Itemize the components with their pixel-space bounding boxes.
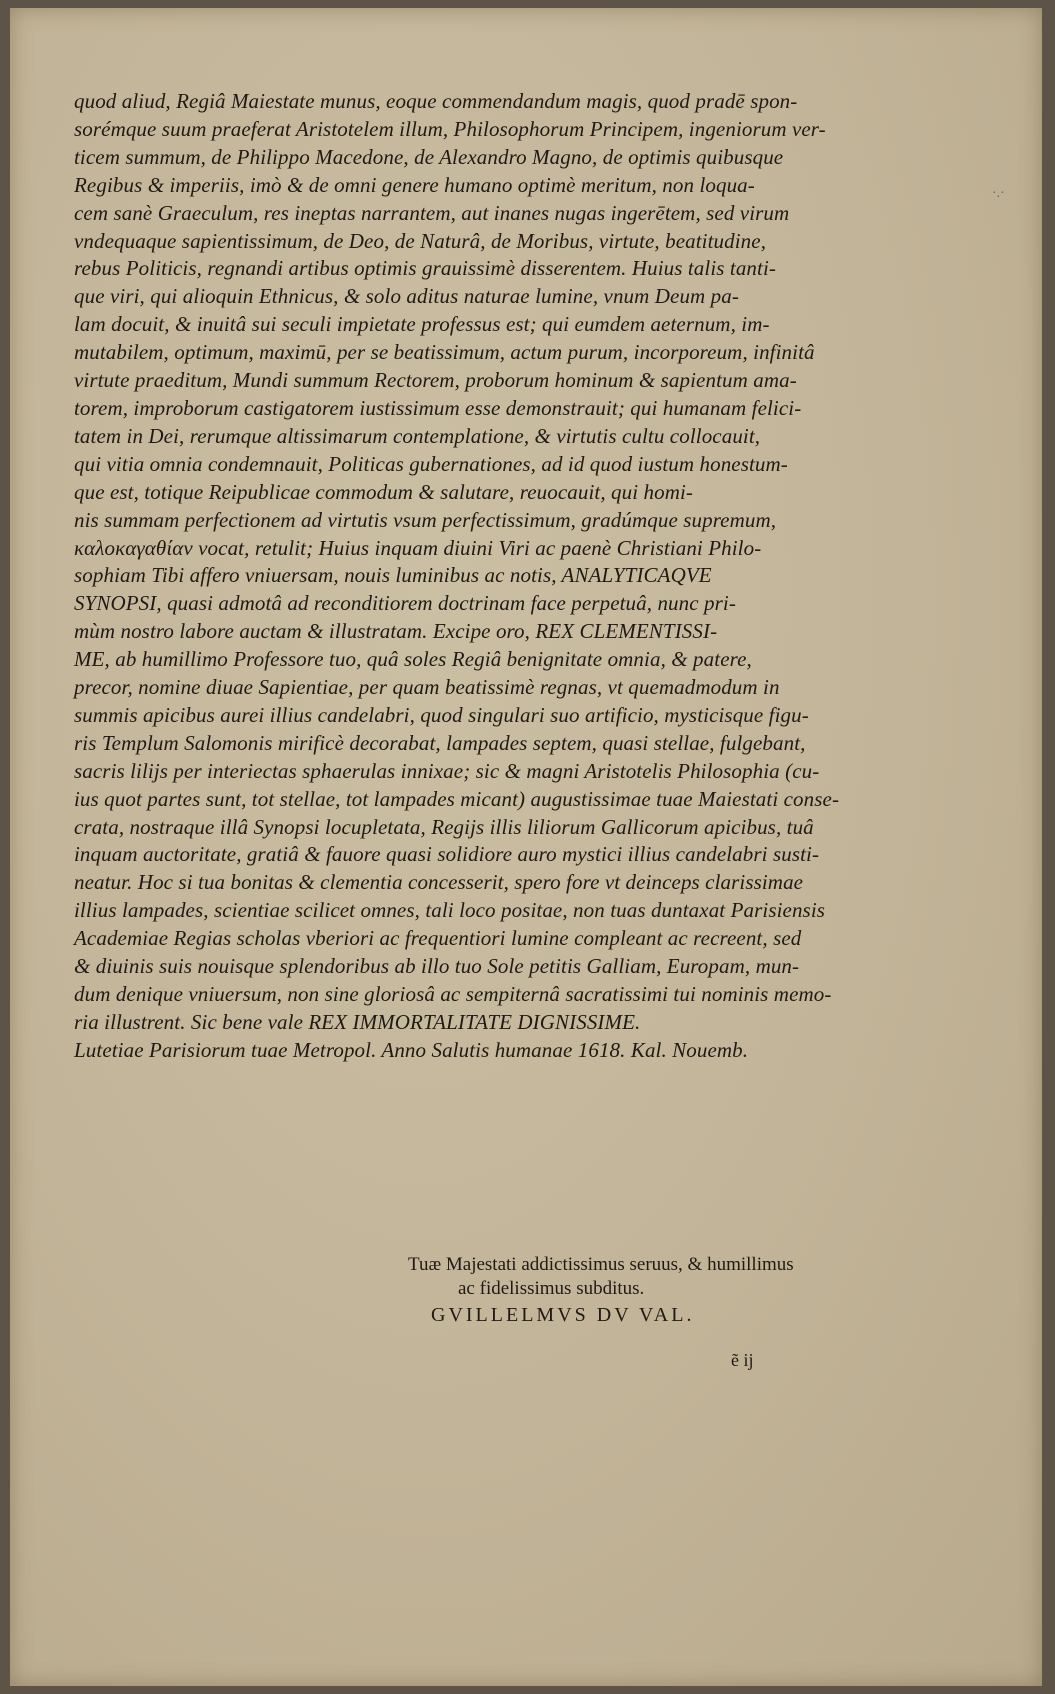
text-line: SYNOPSI, quasi admotâ ad reconditiorem doctrinam face perpetuâ, nunc pri- [74,591,736,616]
text-line: Academiae Regias scholas vberiori ac frequentiori lumine compleant ac recreent, sed [74,926,802,951]
text-line: ius quot partes sunt, tot stellae, tot lampades micant) augustissimae tuae Maiestati conse- [74,786,840,811]
text-line: mutabilem, optimum, maximū, per se beatissimum, actum purum, incorporeum, infinitâ [74,340,815,365]
text-line: torem, improborum castigatorem iustissimum esse demonstrauit; qui humanam felici- [74,395,802,420]
text-line: virtute praeditum, Mundi summum Rectorem, proborum hominum & sapientum ama- [74,368,797,393]
text-line: cem sanè Graeculum, res ineptas narrantem, aut inanes nugas ingerētem, sed virum [74,200,790,225]
text-line: illius lampades, scientiae scilicet omnes, tali loco positae, non tuas duntaxat Parisiensis [74,898,826,923]
text-line: tatem in Dei, rerumque altissimarum contemplatione, & virtutis cultu collocauit, [74,423,761,448]
signature-line-2: ac fidelissimus subditus. [458,1278,645,1299]
text-line: Regibus & imperiis, imò & de omni genere humano optimè meritum, non loqua- [74,172,755,197]
text-line: mùm nostro labore auctam & illustratam. Excipe oro, REX CLEMENTISSI- [74,619,718,644]
signature-mark: ẽ ij [731,1350,754,1370]
text-line: inquam auctoritate, gratiâ & fauore quasi solidiore auro mystici illius candelabri susti- [74,842,820,867]
margin-mark: ·.· [992,186,1005,201]
text-line: precor, nomine diuae Sapientiae, per quam beatissimè regnas, vt quemadmodum in [74,675,780,700]
text-line: καλοκαγαθίαν vocat, retulit; Huius inquam diuini Viri ac paenè Christiani Philo- [74,535,762,560]
text-line: ria illustrent. Sic bene vale REX IMMORTALITATE DIGNISSIME. [74,1009,641,1034]
text-line: neatur. Hoc si tua bonitas & clementia concesserit, spero fore vt deinceps clarissimae [74,870,804,895]
text-line: ticem summum, de Philippo Macedone, de Alexandro Magno, de optimis quibusque [74,144,784,169]
text-line: sorémque suum praeferat Aristotelem illum, Philosophorum Principem, ingeniorum ver- [74,116,826,141]
text-line: summis apicibus aurei illius candelabri, quod singulari suo artificio, mysticisque figu- [74,702,809,727]
text-line: dum denique vniuersum, non sine gloriosâ ac sempiternâ sacratissimi tui nominis memo- [74,982,832,1006]
text-line: rebus Politicis, regnandi artibus optimis grauissimè disserentem. Huius talis tanti- [74,256,776,281]
text-line: nis summam perfectionem ad virtutis vsum perfectissimum, gradúmque supremum, [74,507,777,532]
text-line: que est, totique Reipublicae commodum & salutare, reuocauit, qui homi- [74,479,694,504]
text-line: ME, ab humillimo Professore tuo, quâ soles Regiâ benignitate omnia, & patere, [74,647,752,672]
text-line: ris Templum Salomonis mirificè decorabat, lampades septem, quasi stellae, fulgebant, [74,730,806,755]
text-line: lam docuit, & inuitâ sui seculi impietate professus est; qui eumdem aeternum, im- [74,312,770,337]
signature-line-1: Tuæ Majestati addictissimus seruus, & humillimus [408,1254,794,1275]
text-line: Lutetiae Parisiorum tuae Metropol. Anno Salutis humanae 1618. Kal. Nouemb. [74,1037,749,1062]
document-page [10,8,1042,1686]
text-line: crata, nostraque illâ Synopsi locupletata, Regijs illis liliorum Gallicorum apicibus, tuâ [74,814,814,839]
text-line: que viri, qui alioquin Ethnicus, & solo aditus naturae lumine, vnum Deum pa- [74,284,739,309]
text-line: & diuinis suis nouisque splendoribus ab illo tuo Sole petitis Galliam, Europam, mun- [74,954,800,979]
dedication-text [74,88,844,1065]
text-line: quod aliud, Regiâ Maiestate munus, eoque commendandum magis, quod pradē spon- [74,89,798,113]
text-line: sacris lilijs per interiectas sphaerulas innixae; sic & magni Aristotelis Philosophia (cu- [74,758,820,783]
signatory-name: GVILLELMVS DV VAL. [431,1304,695,1326]
text-line: sophiam Tibi affero vniuersam, nouis luminibus ac notis, ANALYTICAQVE [74,563,712,588]
text-line: vndequaque sapientissimum, de Deo, de Naturâ, de Moribus, virtute, beatitudine, [74,228,767,253]
text-line: qui vitia omnia condemnauit, Politicas gubernationes, ad id quod iustum honestum- [74,451,788,476]
